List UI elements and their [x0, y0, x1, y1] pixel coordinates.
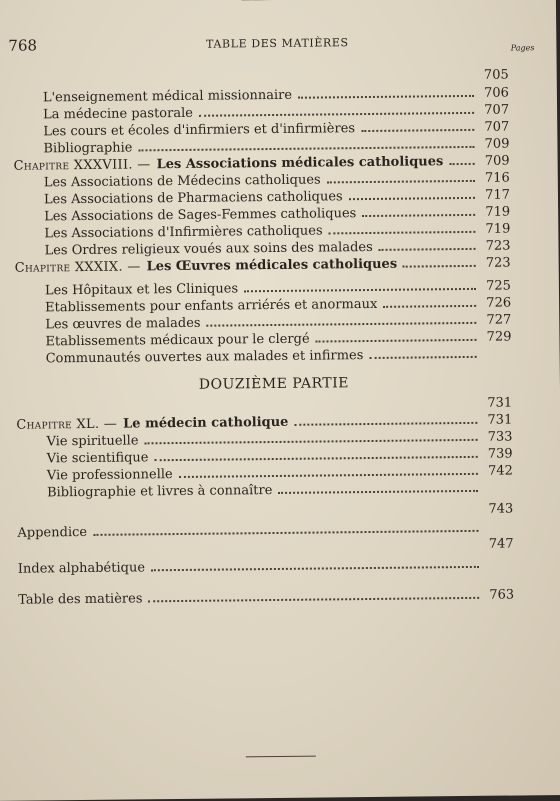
toc-entry-label: Vie scientifique [47, 450, 149, 467]
toc-entry-page: 733 [482, 430, 512, 446]
toc-entry-page: 739 [483, 447, 513, 463]
toc-entry-page: 717 [480, 188, 510, 204]
dot-leader [138, 146, 474, 152]
dot-leader [362, 214, 475, 217]
toc-entry-page: 763 [484, 587, 514, 603]
toc-entry-page: 742 [483, 464, 513, 480]
toc-entry-label: Les cours et écoles d'infirmiers et d'infirmières [43, 121, 355, 140]
dot-leader [179, 473, 478, 478]
dot-leader [403, 265, 476, 268]
toc-entry-label: Bibliographie et livres à connaître [47, 483, 272, 501]
toc-entry-label: Les Hôpitaux et les Cliniques [45, 281, 238, 299]
dot-leader [244, 288, 476, 292]
dot-leader [199, 112, 474, 117]
toc-entry-label: Les Associations de Sages-Femmes catholiques [44, 206, 356, 225]
toc-entry-page: 723 [480, 239, 510, 255]
toc-entry-label: Les Associations d'Infirmières catholiques [44, 223, 322, 242]
toc-entry-label: Table des matières [18, 591, 142, 608]
toc-back-matter-entry [17, 521, 513, 542]
part-lead-page: 731 [482, 396, 512, 411]
toc-entry-label: Les Ordres religieux voués aux soins des malades [44, 240, 372, 259]
toc-entry-page: 707 [479, 103, 509, 119]
chapter-title: Le médecin catholique [123, 415, 288, 433]
dot-leader [278, 490, 478, 494]
toc-lead-page: 705 [479, 68, 509, 83]
toc-back-matter-entry [18, 587, 514, 608]
toc-entry-label: Bibliographie [43, 140, 132, 157]
toc-entry-label: Index alphabétique [18, 560, 145, 577]
dot-leader [298, 95, 474, 99]
chapter-number: Chapitre XXXIX. — [15, 259, 141, 276]
dot-leader [349, 197, 475, 200]
toc-entry-label: Les Associations de Médecins catholiques [44, 173, 321, 192]
chapter-title: Les Associations médicales catholiques [156, 154, 443, 173]
dot-leader [316, 339, 477, 343]
footer-rule [246, 756, 316, 758]
index-lead-page: 747 [484, 536, 514, 551]
toc-entry-page: 725 [481, 279, 511, 295]
toc-entry-label: Etablissements pour enfants arriérés et anormaux [45, 297, 377, 316]
toc-entry-page: 716 [480, 171, 510, 187]
dot-leader [93, 530, 478, 536]
toc-entry-page: 723 [481, 256, 511, 272]
toc-entry-label: Vie professionnelle [47, 467, 173, 484]
toc-entry-page: 709 [479, 137, 509, 153]
dot-leader [151, 566, 479, 571]
pages-column-label: Pages [511, 43, 535, 52]
page-header [8, 31, 546, 61]
toc-entry-page: 727 [481, 313, 511, 329]
dot-leader [148, 597, 479, 602]
dot-leader [154, 456, 477, 461]
dot-leader [449, 163, 474, 165]
page-number: 768 [8, 36, 37, 54]
dot-leader [369, 356, 476, 359]
chapter-title: Les Œuvres médicales catholiques [147, 257, 398, 276]
toc-entry-label: Etablissements médicaux pour le clergé [45, 332, 309, 351]
chapter-number: Chapitre XL. — [16, 417, 117, 434]
toc-entry-page: 719 [480, 205, 510, 221]
toc-entry-page: 719 [480, 222, 510, 238]
toc-entry-label: Les Associations de Pharmaciens catholiques [44, 189, 343, 208]
toc-entry-label: Vie spirituelle [46, 433, 138, 450]
toc-entry-page: 726 [481, 296, 511, 312]
toc-entry-page: 706 [479, 86, 509, 102]
part-heading: DOUZIÈME PARTIE [0, 373, 554, 395]
chapter-number: Chapitre XXXVIII. — [14, 157, 151, 174]
dot-leader [383, 305, 476, 308]
appendix-lead-page: 743 [483, 502, 513, 517]
toc-entry-label: Appendice [17, 525, 87, 542]
dot-leader [379, 248, 476, 251]
toc-entry-label: La médecine pastorale [43, 106, 193, 124]
dot-leader [207, 322, 477, 327]
toc-entry-label: Les œuvres de malades [45, 316, 200, 334]
dot-leader [329, 231, 476, 235]
toc-entry-page: 707 [479, 120, 509, 136]
toc-entry-page: 729 [481, 330, 511, 346]
dot-leader [294, 422, 477, 426]
toc-back-matter-entry [18, 556, 514, 577]
dot-leader [361, 129, 474, 132]
dot-leader [145, 439, 478, 444]
toc-entry-page: 731 [482, 413, 512, 429]
toc-entry-label: L'enseignement médical missionnaire [43, 88, 292, 107]
running-title: TABLE DES MATIÈRES [8, 34, 546, 53]
toc-entry-label: Communautés ouvertes aux malades et infirmes [46, 348, 364, 367]
dot-leader [327, 180, 475, 184]
toc-entry-page: 709 [480, 154, 510, 170]
